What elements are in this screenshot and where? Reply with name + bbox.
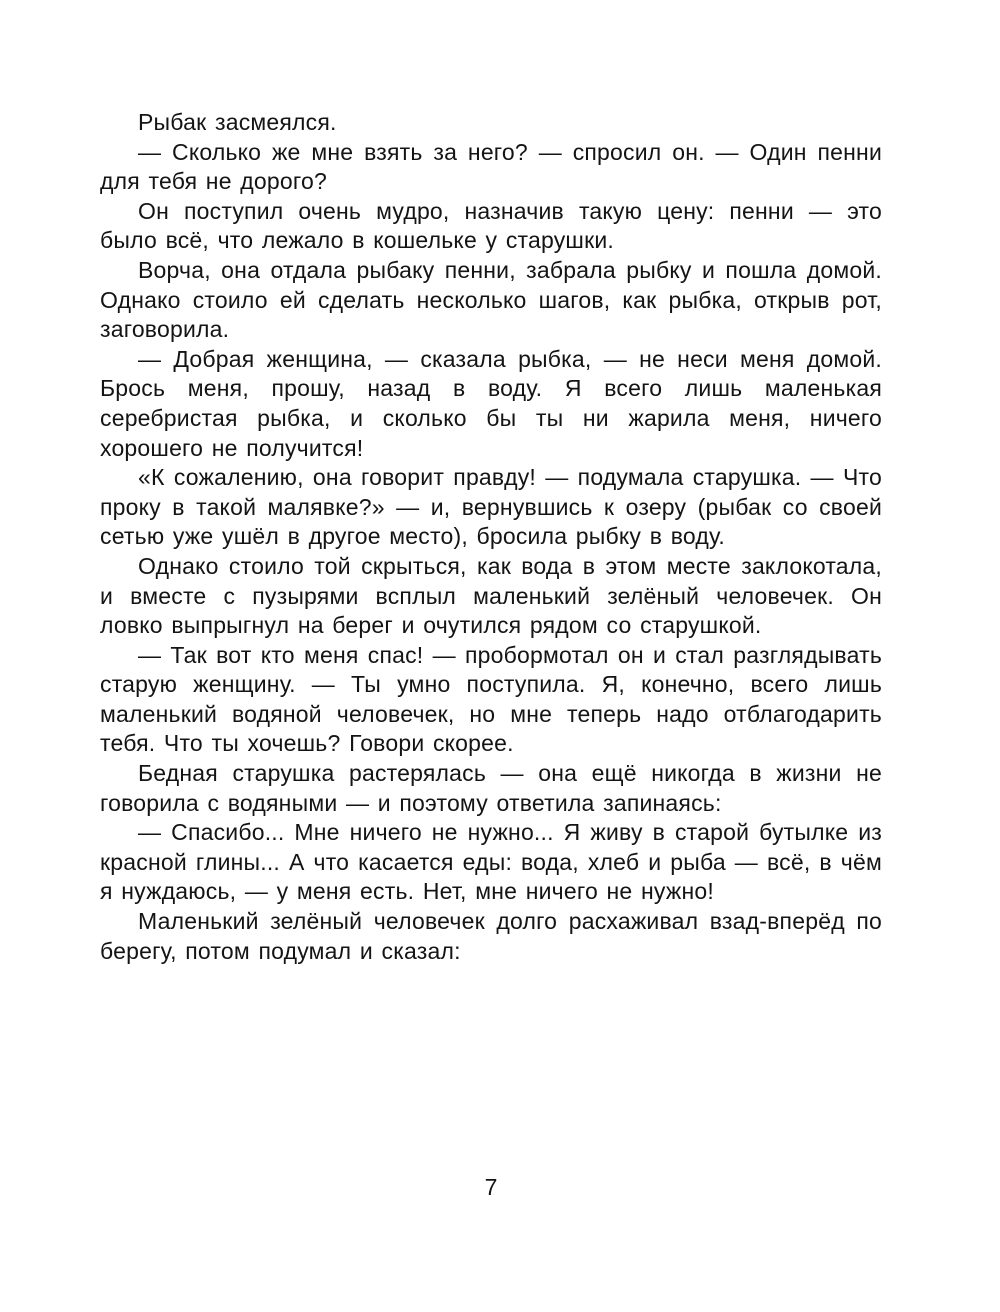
paragraph: Маленький зелёный человечек долго расхаживал взад-вперёд по берегу, потом подумал и сказал: [100,908,882,964]
paragraph: Он поступил очень мудро, назначив такую цену: пенни — это было всё, что лежало в кошельке у старушки. [100,197,882,254]
paragraph: Рыбак засмеялся. [138,109,337,135]
page-number: 7 [484,1174,498,1200]
paragraph: Ворча, она отдала рыбаку пенни, забрала рыбку и пошла домой. Однако стоило ей сделать несколько шагов, как рыбка, открыв рот, заговорила. [100,256,882,343]
paragraph: «К сожалению, она говорит правду! — подумала старушка. — Что проку в такой малявке?» — и, вернувшись к озеру (рыбак со своей сетью уже ушёл в другое место), бросила рыбку в воду. [100,464,882,550]
text-block [100,108,882,966]
paragraph: — Так вот кто меня спас! — пробормотал он и стал разглядывать старую женщину. — Ты умно поступила. Я, конечно, всего лишь маленький водяной человечек, но мне теперь надо отблагодарить тебя. Что ты хочешь? Говори скорее. [100,641,882,757]
paragraph: Однако стоило той скрыться, как вода в этом месте заклокотала, и вместе с пузырями всплыл маленький зелёный человечек. Он ловко выпрыгнул на берег и очутился рядом со старушкой. [100,552,882,639]
paragraph: — Спасибо... Мне ничего не нужно... Я живу в старой бутылке из красной глины... А что касается еды: вода, хлеб и рыба — всё, в чём я нуждаюсь, — у меня есть. Нет, мне ничего не нужно! [100,819,882,905]
paragraph: — Сколько же мне взять за него? — спросил он. — Один пенни для тебя не дорого? [100,138,882,195]
paragraph: — Добрая женщина, — сказала рыбка, — не неси меня домой. Брось меня, прошу, назад в воду. Я всего лишь маленькая серебристая рыбка, и сколько бы ты ни жарила меня, ничего хорошего не получится! [100,345,882,461]
paragraph: Бедная старушка растерялась — она ещё никогда в жизни не говорила с водяными — и поэтому ответила запинаясь: [100,760,882,816]
